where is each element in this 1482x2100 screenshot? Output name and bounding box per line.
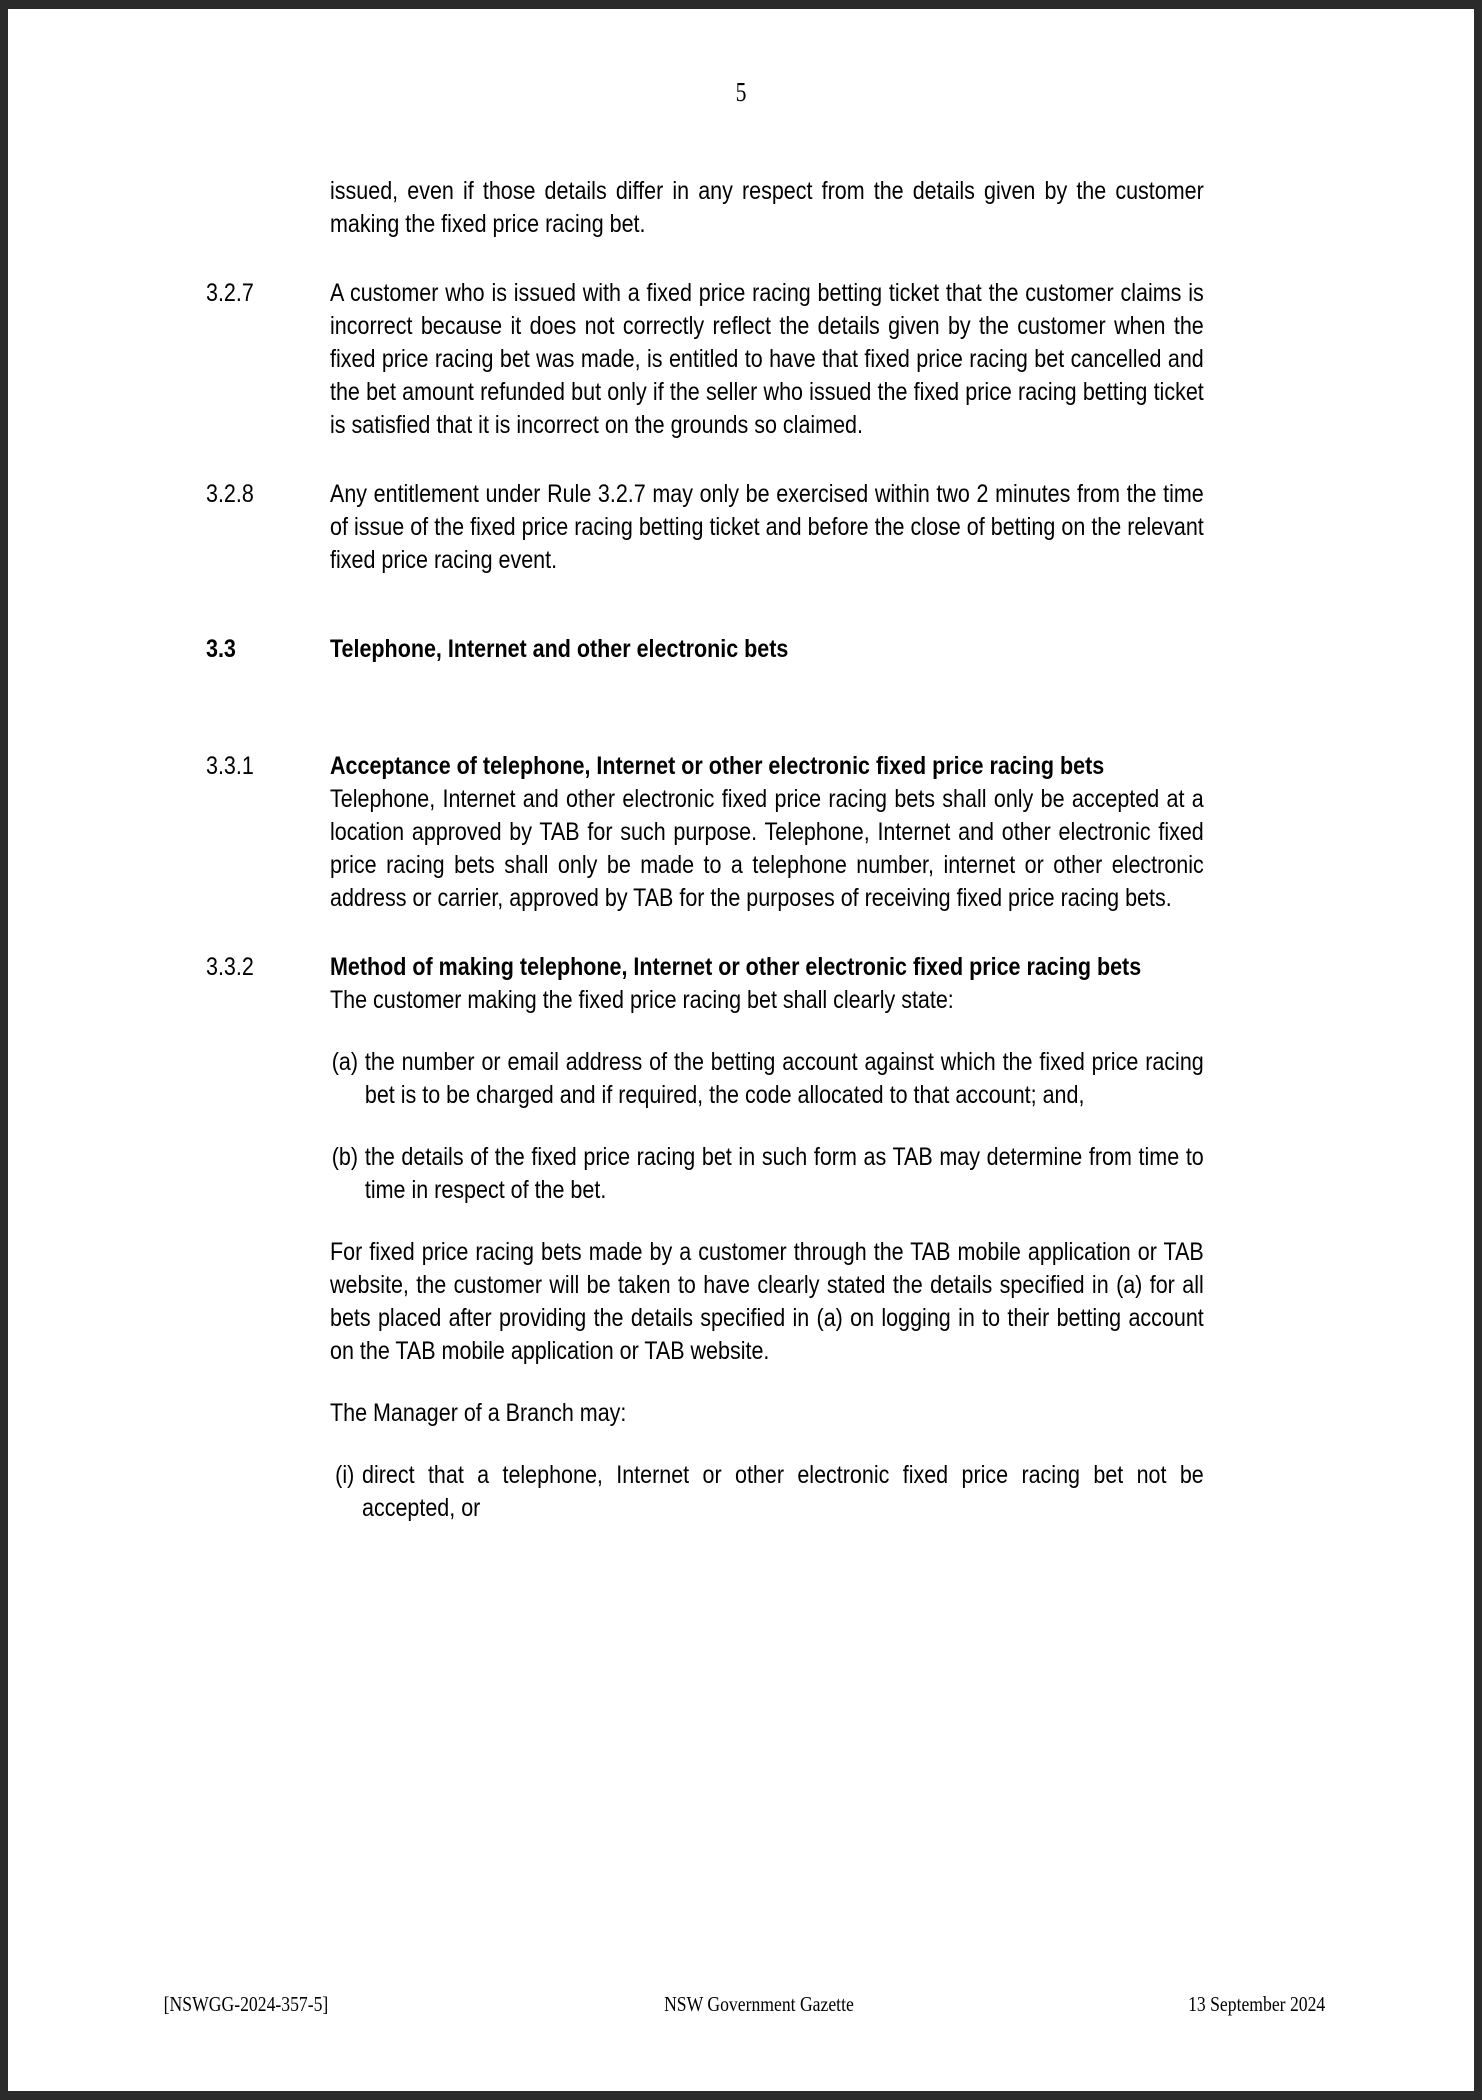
- spacer: [206, 915, 1346, 951]
- footer-date: 13 September 2024: [1187, 1992, 1325, 2016]
- footer-title: NSW Government Gazette: [664, 1992, 855, 2016]
- document-page: [8, 9, 1474, 2091]
- item-b-text: the details of the fixed price racing bet in such form as TAB may determine from time to time in respect of the bet.: [364, 1143, 1204, 1204]
- clause-3-3-1-paragraph: Telephone, Internet and other electronic fixed price racing bets shall only be accepted at a location approved by TAB for such purpose. Telephone, Internet and other electronic fixed price racing bets shall only be made to a telephone number, internet or other electronic address or carrier, approved by TAB for the purposes of receiving fixed price racing bets.: [330, 785, 1204, 912]
- clause-3-3-2-item-i: [330, 1459, 1204, 1525]
- clause-3-3-1-heading: Acceptance of telephone, Internet or other electronic fixed price racing bets: [330, 752, 1105, 780]
- clause-3-3-2-item-a: [330, 1046, 1204, 1112]
- item-a-row: [332, 1046, 1204, 1112]
- clause-3-3-1: [206, 750, 1346, 915]
- clause-3-3-2: [206, 951, 1346, 1525]
- clause-3-2-7: [206, 277, 1346, 442]
- spacer: [206, 722, 1346, 750]
- section-heading-3-3-title: Telephone, Internet and other electronic bets: [330, 635, 789, 663]
- clause-3-3-2-paragraph-2: For fixed price racing bets made by a customer through the TAB mobile application or TAB website, the customer will be taken to have clearly stated the details specified in (a) for all bets placed after providing the details specified in (a) on logging in to their betting account on the TAB mobile application or TAB website.: [330, 1238, 1204, 1365]
- clause-3-3-2-paragraph-3: The Manager of a Branch may:: [330, 1399, 627, 1427]
- continuation-paragraph: [206, 175, 1346, 241]
- page-footer: [148, 1992, 1338, 2017]
- item-i-text: direct that a telephone, Internet or other electronic fixed price racing bet not be accepted, or: [362, 1461, 1204, 1522]
- clause-3-2-8-text: Any entitlement under Rule 3.2.7 may only be exercised within two 2 minutes from the time of issue of the fixed price racing betting ticket and before the close of betting on the relevant fixed price racing event.: [330, 480, 1204, 574]
- clause-3-3-1-number: 3.3.1: [206, 752, 254, 780]
- page-number: 5: [735, 77, 747, 107]
- clause-3-3-2-body: [330, 951, 1204, 1525]
- spacer: [206, 666, 1346, 722]
- item-a-text: the number or email address of the betting account against which the fixed price racing bet is to be charged and if required, the code allocated to that account; and,: [364, 1048, 1204, 1109]
- section-heading-3-3: [206, 633, 1346, 666]
- footer-reference: [NSWGG-2024-357-5]: [163, 1992, 329, 2016]
- item-i-row: [335, 1459, 1204, 1525]
- spacer: [206, 442, 1346, 478]
- clause-3-3-2-paragraph: The customer making the fixed price racing bet shall clearly state:: [330, 986, 954, 1014]
- clause-3-2-7-number: 3.2.7: [206, 279, 254, 307]
- section-heading-3-3-number: 3.3: [206, 635, 236, 663]
- spacer: [206, 577, 1346, 633]
- item-a-marker: (a): [331, 1048, 359, 1076]
- clause-3-2-8-number: 3.2.8: [206, 480, 254, 508]
- clause-3-3-2-number: 3.3.2: [206, 953, 254, 981]
- clause-3-2-7-text: A customer who is issued with a fixed price racing betting ticket that the customer claims is incorrect because it does not correctly reflect the details given by the customer when the fixed price racing bet was made, is entitled to have that fixed price racing bet cancelled and the bet amount refunded but only if the seller who issued the fixed price racing betting ticket is satisfied that it is incorrect on the grounds so claimed.: [330, 279, 1204, 439]
- continuation-text: issued, even if those details differ in any respect from the details given by the customer making the fixed price racing bet.: [330, 177, 1204, 238]
- clause-3-3-1-body: [330, 750, 1204, 915]
- item-b-marker: (b): [331, 1143, 359, 1171]
- item-i-marker: (i): [335, 1461, 355, 1489]
- clause-3-3-2-heading: Method of making telephone, Internet or other electronic fixed price racing bets: [330, 953, 1142, 981]
- spacer: [206, 241, 1346, 277]
- clause-3-3-2-item-b: [330, 1141, 1204, 1207]
- document-body: [206, 175, 1346, 1525]
- clause-3-2-8: [206, 478, 1346, 577]
- item-b-row: [332, 1141, 1204, 1207]
